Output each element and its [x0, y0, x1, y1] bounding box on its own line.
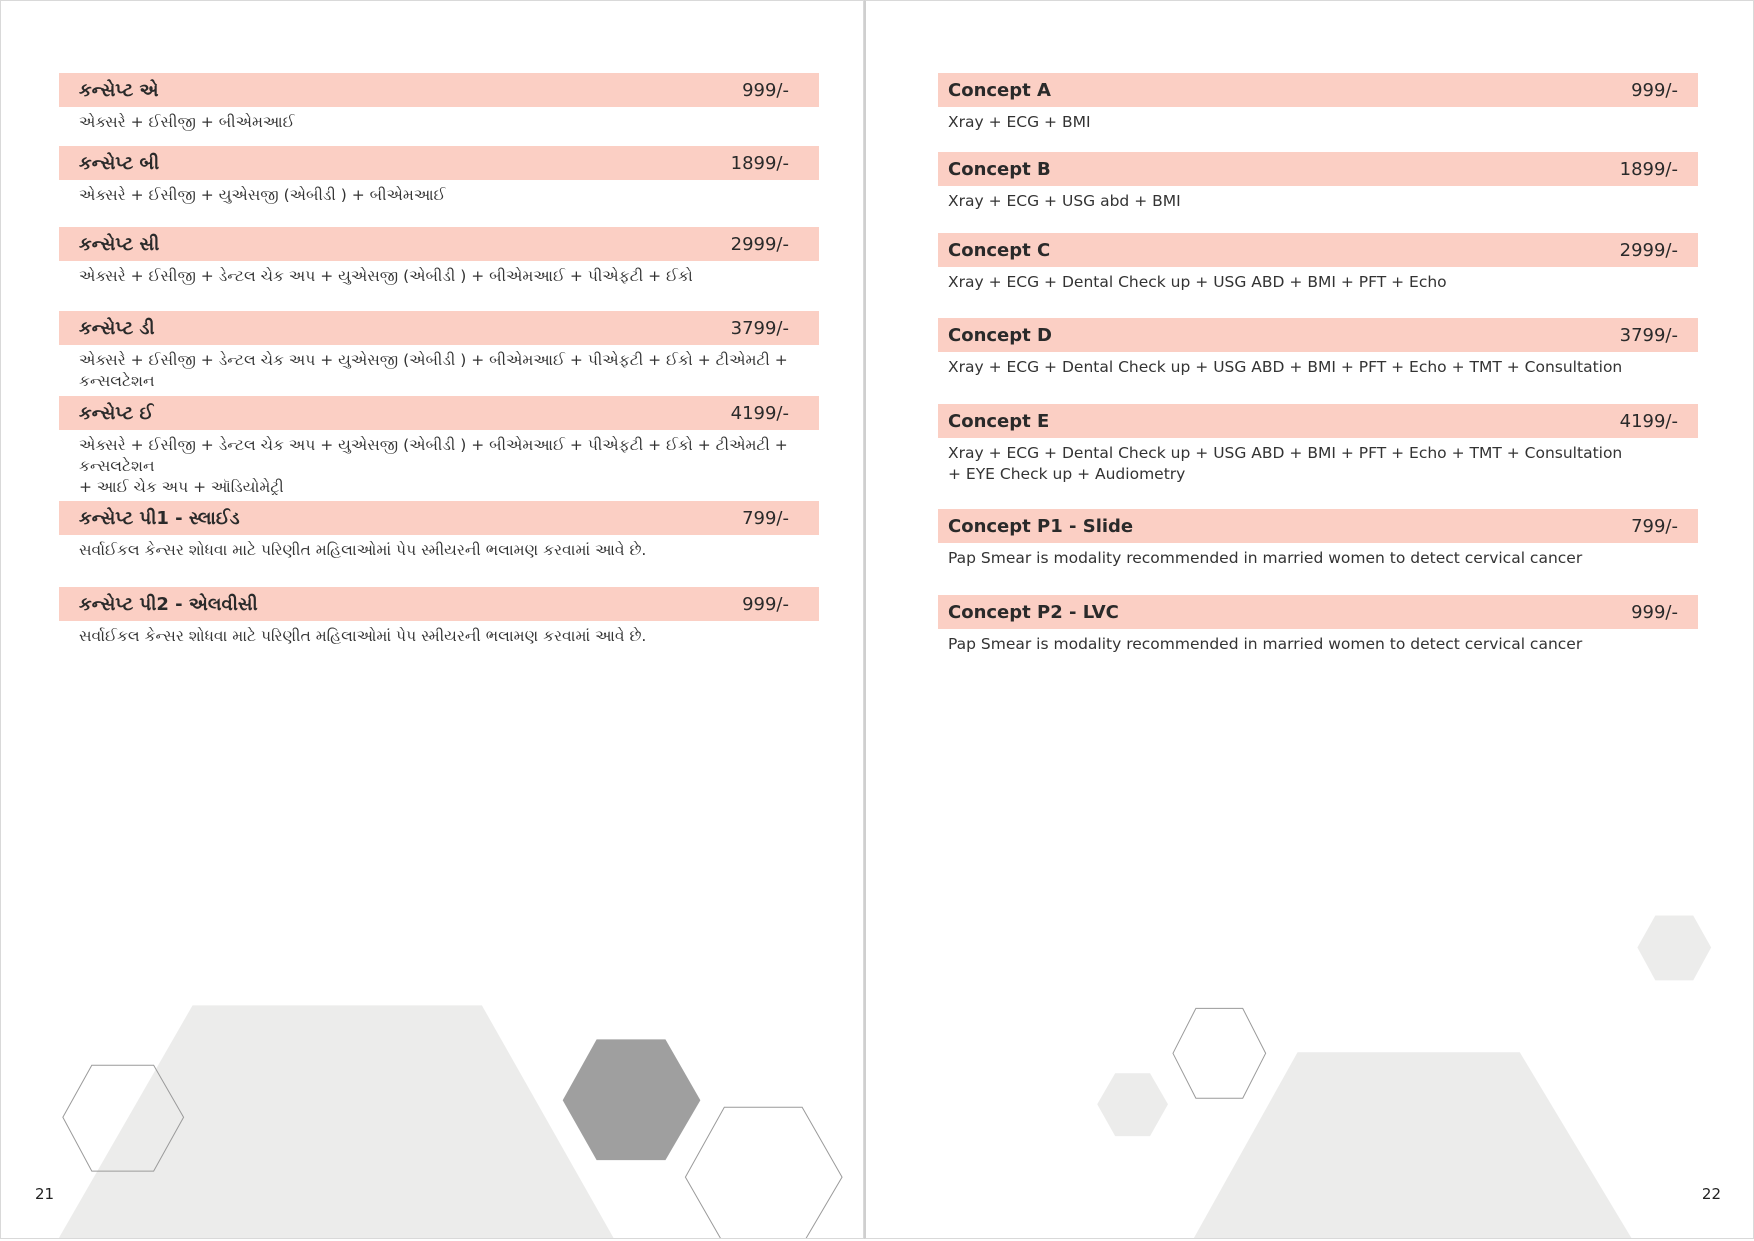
plan-description: એક્સરે + ઈસીજી + યુએસજી (એબીડી ) + બીએમઆઈ [79, 186, 446, 204]
plan-concept-p2-lvc [938, 595, 1698, 668]
plan-name: Concept D [948, 324, 1052, 346]
plan-header [938, 509, 1698, 543]
plan-concept-p2-lvc [59, 587, 819, 660]
plan-price: 3799/- [1619, 324, 1678, 346]
plan-price: 2999/- [1619, 239, 1678, 261]
plan-concept-c [938, 233, 1698, 318]
plan-concept-e [59, 396, 819, 501]
plan-concept-b [59, 146, 819, 227]
plan-description: Xray + ECG + Dental Check up + USG ABD + BMI + PFT + Echo + TMT + Consultation + EYE Check up + Audiometry [948, 444, 1623, 483]
plan-price: 1899/- [730, 152, 789, 174]
plan-description: એક્સરે + ઈસીજી + ડેન્ટલ ચેક અપ + યુએસજી (એબીડી ) + બીએમઆઈ + પીએફટી + ઈકો + ટીએમટી + કન્સલટેશન [79, 351, 788, 390]
filled-hexagon-dark [563, 1039, 701, 1160]
plan-header [59, 587, 819, 621]
plan-header [59, 311, 819, 345]
plan-concept-c [59, 227, 819, 311]
large-trapezoid-shape [59, 1005, 614, 1238]
plan-price: 4199/- [1619, 410, 1678, 432]
plan-header [59, 146, 819, 180]
plan-description: એક્સરે + ઈસીજી + બીએમઆઈ [79, 113, 295, 131]
plan-list-english [938, 73, 1698, 668]
plan-header [938, 404, 1698, 438]
plan-concept-b [938, 152, 1698, 233]
plan-description: સર્વાઈકલ કેન્સર શોધવા માટે પરિણીત મહિલાઓમાં પેપ સ્મીયરની ભલામણ કરવામાં આવે છે. [79, 541, 647, 559]
page-number: 21 [35, 1185, 55, 1203]
plan-name: Concept P1 - Slide [948, 515, 1134, 537]
plan-name: Concept E [948, 410, 1050, 432]
plan-header [938, 152, 1698, 186]
large-trapezoid-shape [1194, 1052, 1632, 1238]
plan-header [59, 501, 819, 535]
plan-name: કન્સેપ્ટ પી2 - એલવીસી [79, 593, 258, 615]
plan-name: Concept P2 - LVC [948, 601, 1119, 623]
plan-header [938, 595, 1698, 629]
plan-concept-d [59, 311, 819, 396]
plan-price: 999/- [1631, 601, 1678, 623]
plan-description: Xray + ECG + Dental Check up + USG ABD + BMI + PFT + Echo + TMT + Consultation [948, 358, 1623, 376]
plan-description: સર્વાઈકલ કેન્સર શોધવા માટે પરિણીત મહિલાઓમાં પેપ સ્મીયરની ભલામણ કરવામાં આવે છે. [79, 627, 647, 645]
filled-hexagon-light-small [1097, 1073, 1168, 1136]
plan-concept-d [938, 318, 1698, 404]
plan-description: Xray + ECG + Dental Check up + USG ABD + BMI + PFT + Echo [948, 273, 1447, 291]
plan-name: કન્સેપ્ટ સી [79, 233, 160, 255]
plan-price: 999/- [742, 79, 789, 101]
plan-name: કન્સેપ્ટ પી1 - સ્લાઈડ [79, 507, 240, 529]
plan-concept-a [938, 73, 1698, 152]
plan-concept-e [938, 404, 1698, 509]
plan-price: 799/- [742, 507, 789, 529]
plan-description: Pap Smear is modality recommended in married women to detect cervical cancer [948, 635, 1583, 653]
plan-name: Concept B [948, 158, 1051, 180]
plan-concept-p1-slide [938, 509, 1698, 595]
plan-description: Xray + ECG + BMI [948, 113, 1091, 131]
filled-hexagon-light-right [1637, 916, 1711, 981]
plan-price: 2999/- [730, 233, 789, 255]
outline-hexagon-large [685, 1107, 842, 1238]
plan-name: Concept A [948, 79, 1051, 101]
plan-name: Concept C [948, 239, 1051, 261]
plan-name: કન્સેપ્ટ એ [79, 79, 159, 101]
plan-concept-a [59, 73, 819, 146]
plan-price: 999/- [1631, 79, 1678, 101]
plan-price: 799/- [1631, 515, 1678, 537]
plan-header [59, 227, 819, 261]
plan-description: એક્સરે + ઈસીજી + ડેન્ટલ ચેક અપ + યુએસજી (એબીડી ) + બીએમઆઈ + પીએફટી + ઈકો + ટીએમટી + કન્સલટેશન + આઈ ચેક અપ + ઑડિયોમેટ્રી [79, 436, 788, 496]
left-page [0, 0, 864, 1239]
plan-name: કન્સેપ્ટ ઈ [79, 402, 154, 424]
plan-price: 1899/- [1619, 158, 1678, 180]
page-number: 22 [1701, 1185, 1721, 1203]
plan-price: 4199/- [730, 402, 789, 424]
plan-list-gujarati [59, 73, 819, 660]
plan-concept-p1-slide [59, 501, 819, 587]
plan-description: Xray + ECG + USG abd + BMI [948, 192, 1181, 210]
right-page [864, 0, 1754, 1239]
plan-name: કન્સેપ્ટ ડી [79, 317, 155, 339]
plan-description: એક્સરે + ઈસીજી + ડેન્ટલ ચેક અપ + યુએસજી (એબીડી ) + બીએમઆઈ + પીએફટી + ઈકો [79, 267, 693, 285]
plan-header [59, 73, 819, 107]
plan-header [938, 233, 1698, 267]
plan-price: 3799/- [730, 317, 789, 339]
plan-price: 999/- [742, 593, 789, 615]
plan-header [59, 396, 819, 430]
outline-hexagon-medium [1173, 1008, 1266, 1098]
plan-name: કન્સેપ્ટ બી [79, 152, 160, 174]
plan-header [938, 318, 1698, 352]
plan-header [938, 73, 1698, 107]
plan-description: Pap Smear is modality recommended in married women to detect cervical cancer [948, 549, 1583, 567]
